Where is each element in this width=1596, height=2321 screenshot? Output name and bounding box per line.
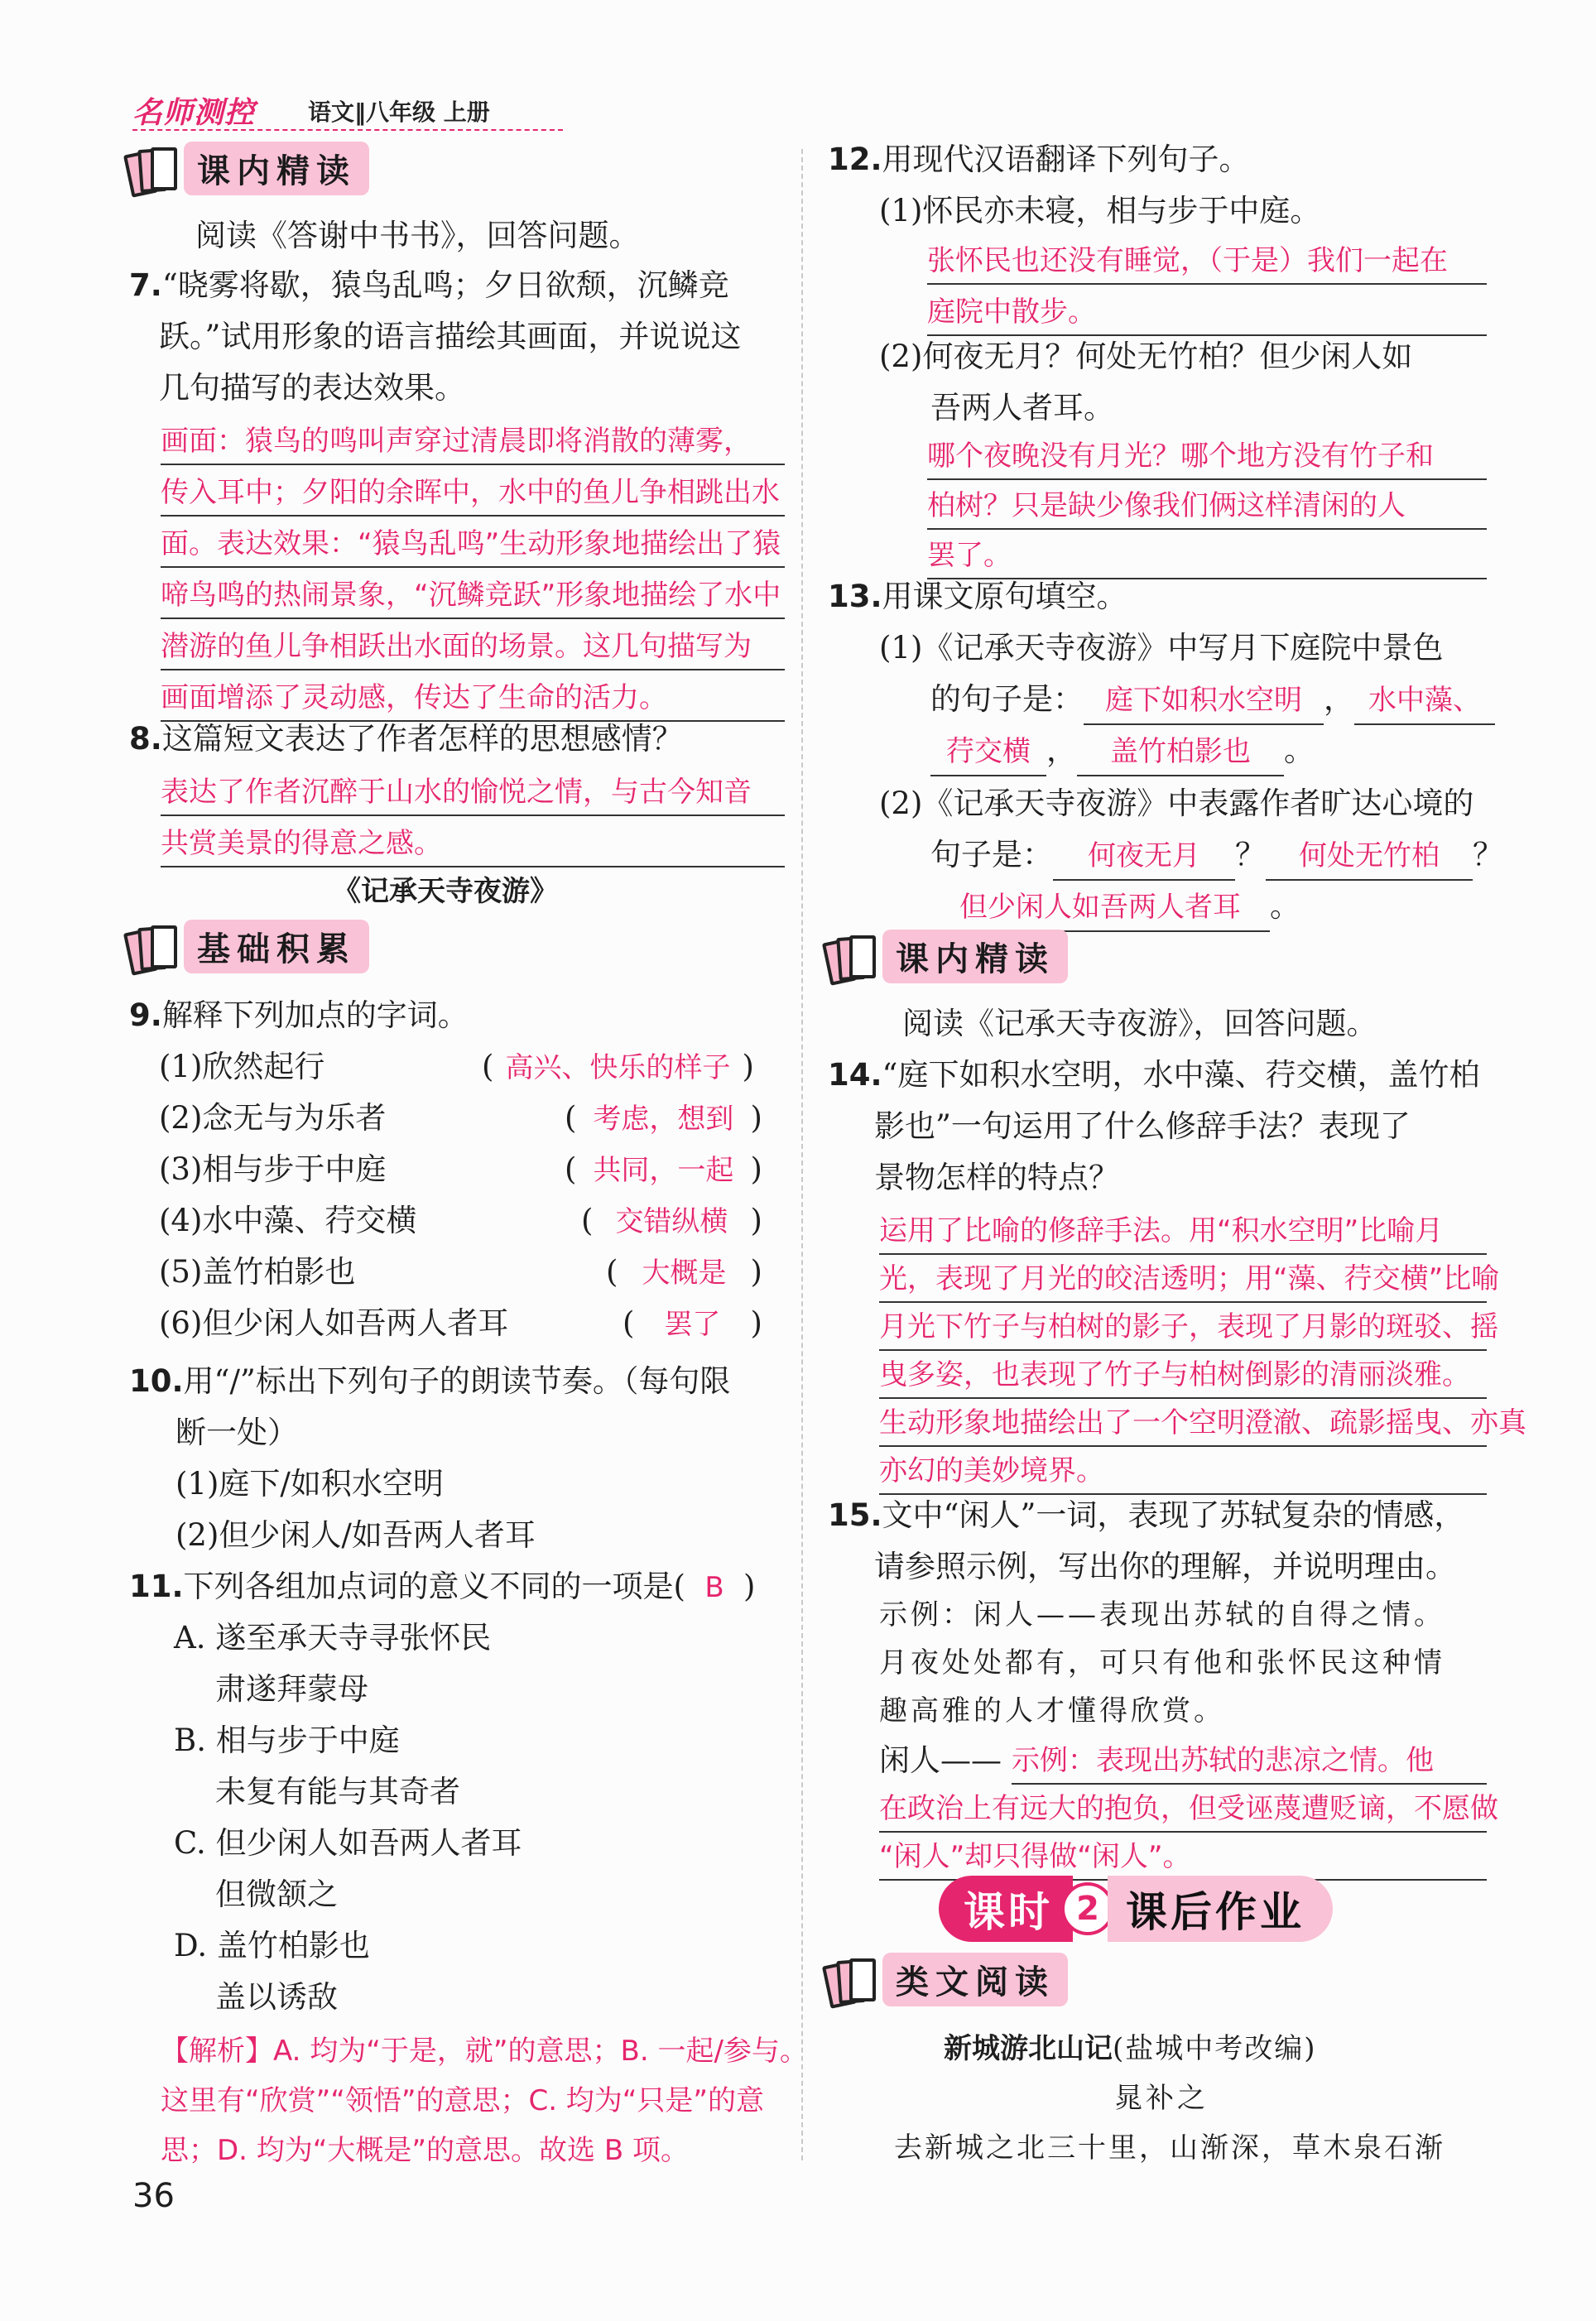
- q9-item: (1)欣然起行: [159, 1049, 325, 1084]
- intro-text: 阅读《答谢中书书》，回答问题。: [195, 218, 640, 253]
- option-d: D. 盖竹柏影也: [174, 1928, 370, 1963]
- column-divider: [801, 149, 803, 2160]
- q10-stem: 10.用“/”标出下列句子的朗读节奏。（每句限 断一处）: [129, 1363, 731, 1450]
- q12-stem: 12.用现代汉语翻译下列句子。: [828, 142, 1250, 177]
- lesson-banner: 课时 2 课后作业: [939, 1876, 1333, 1942]
- header-brand: 名师测控: [132, 96, 256, 130]
- page-number: 36: [132, 2177, 175, 2215]
- q10-sentence-2: (2)但少闲人/如吾两人者耳: [175, 1517, 536, 1553]
- book-stack-icon: [126, 922, 177, 970]
- article-author: 晁补之: [1114, 2082, 1209, 2115]
- q9-item: (3)相与步于中庭: [159, 1151, 387, 1187]
- book-stack-icon: [824, 932, 876, 980]
- q12-sentence-1: (1)怀民亦未寝，相与步于中庭。: [879, 193, 1321, 228]
- header-subtitle: 语文‖八年级 上册: [308, 99, 490, 126]
- option-c: C. 但少闲人如吾两人者耳: [174, 1825, 522, 1861]
- q11-stem: 11.下列各组加点词的意义不同的一项是( B ): [129, 1569, 756, 1604]
- q14-stem: 14.“庭下如积水空明，水中藻、荇交横，盖竹柏 影也”一句运用了什么修辞手法？表现了 景物怎样的特点？: [828, 1057, 1480, 1195]
- q9-item: (5)盖竹柏影也: [159, 1254, 356, 1290]
- section-heading-4: 类文阅读: [824, 1950, 1068, 2008]
- intro-text-2: 阅读《记承天寺夜游》，回答问题。: [902, 1006, 1377, 1041]
- q13-part-2: (2)《记承天寺夜游》中表露作者旷达心境的 句子是： 何夜无月 ？ 何处无竹柏 ？ 但少闲人如吾两人者耳 。: [879, 778, 1503, 932]
- q7-stem: 7.“晓雾将歇，猿鸟乱鸣；夕日欲颓，沉鳞竞 跃。”试用形象的语言描绘其画面，并说说这 几句描写的表达效果。: [129, 267, 742, 406]
- q9-stem: 9.解释下列加点的字词。: [129, 997, 469, 1033]
- q11-options: A. 遂至承天寺寻张怀民 肃遂拜蒙母 B. 相与步于中庭 未复有能与其奇者 C. 但少闲人如吾两人者耳 但微颔之 D. 盖竹柏影也 盖以诱敌: [174, 1612, 522, 2023]
- article-title: 新城游北山记(盐城中考改编): [944, 2032, 1317, 2065]
- q9-item: (6)但少闲人如吾两人者耳: [159, 1305, 509, 1341]
- book-stack-icon: [824, 1955, 876, 2003]
- section-heading-2: 基础积累: [126, 917, 369, 975]
- book-stack-icon: [126, 144, 177, 192]
- option-a: A. 遂至承天寺寻张怀民: [174, 1620, 492, 1655]
- q9-item: (2)念无与为乐者: [159, 1100, 387, 1136]
- section-heading-3: 课内精读: [824, 927, 1068, 985]
- q13-stem: 13.用课文原句填空。: [828, 579, 1127, 614]
- q12-sentence-2: (2)何夜无月？何处无竹柏？但少闲人如 吾两人者耳。: [879, 339, 1413, 425]
- q13-part-1: (1)《记承天寺夜游》中写月下庭院中景色 的句子是： 庭下如积水空明 ， 水中藻、 荇交横 ， 盖竹柏影也 。: [879, 622, 1495, 776]
- q11-analysis: 【解析】A. 均为“于是，就”的意思；B. 一起/参与。 这里有“欣赏”“领悟”的意思；C. 均为“只是”的意 思；D. 均为“大概是”的意思。故选 B 项。: [161, 2035, 808, 2167]
- q15-stem: 15.文中“闲人”一词，表现了苏轼复杂的情感， 请参照示例，写出你的理解，并说明理由。: [828, 1497, 1465, 1584]
- q10-sentence-1: (1)庭下/如积水空明: [175, 1466, 444, 1502]
- section-heading-1: 课内精读: [126, 139, 369, 197]
- header-divider: [132, 129, 563, 131]
- q15-example: 示例：闲人——表现出苏轼的自得之情。 月夜处处都有，可只有他和张怀民这种情 趣高雅的人才懂得欣赏。: [879, 1598, 1445, 1728]
- q9-item: (4)水中藻、荇交横: [159, 1203, 417, 1238]
- q8-stem: 8.这篇短文表达了作者怎样的思想感情？: [129, 721, 683, 757]
- q15-answer-line-3: “闲人”却只得做“闲人”。: [879, 1833, 1487, 1881]
- q15-lead: 闲人——: [879, 1742, 1002, 1778]
- text-title: 《记承天寺夜游》: [333, 875, 558, 908]
- option-b: B. 相与步于中庭: [174, 1723, 400, 1758]
- article-first-line: 去新城之北三十里，山渐深，草木泉石渐: [894, 2131, 1445, 2165]
